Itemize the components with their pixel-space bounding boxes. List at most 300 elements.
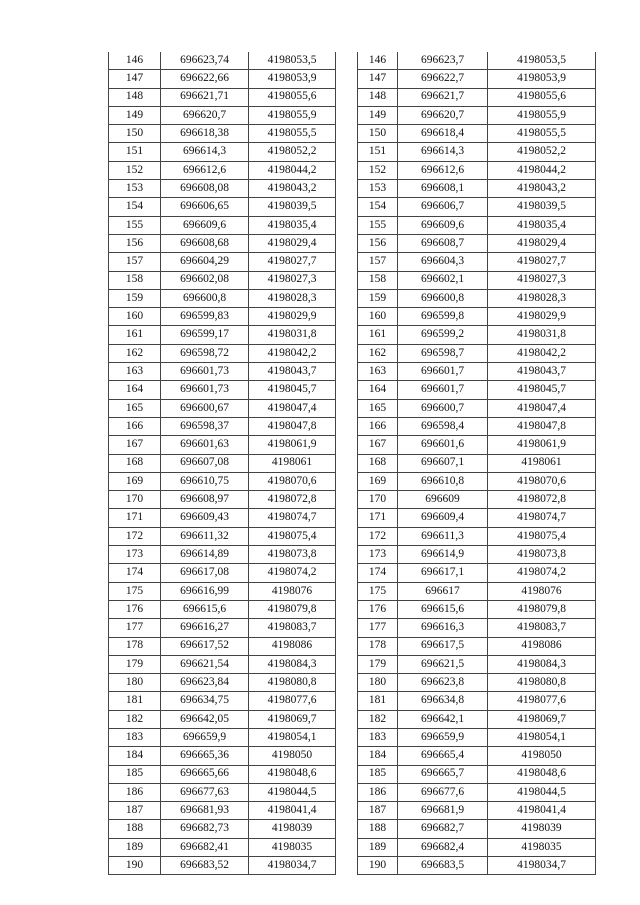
x-coordinate-cell: 696600,8 — [398, 289, 488, 307]
table-row — [358, 564, 596, 582]
x-coordinate-cell: 696623,8 — [398, 674, 488, 692]
table-row — [109, 253, 336, 271]
x-coordinate-cell: 696618,38 — [161, 125, 249, 143]
point-number-cell: 148 — [109, 88, 161, 106]
point-number-cell: 162 — [109, 344, 161, 362]
x-coordinate-cell: 696607,08 — [161, 454, 249, 472]
x-coordinate-cell: 696611,3 — [398, 527, 488, 545]
y-coordinate-cell: 4198034,7 — [488, 857, 596, 875]
table-row — [109, 363, 336, 381]
point-number-cell: 169 — [358, 472, 398, 490]
point-number-cell: 159 — [358, 289, 398, 307]
table-row — [109, 161, 336, 179]
y-coordinate-cell: 4198043,7 — [249, 363, 336, 381]
y-coordinate-cell: 4198027,7 — [488, 253, 596, 271]
table-row — [358, 417, 596, 435]
x-coordinate-cell: 696622,66 — [161, 70, 249, 88]
y-coordinate-cell: 4198053,9 — [488, 70, 596, 88]
y-coordinate-cell: 4198039 — [488, 820, 596, 838]
table-row — [109, 857, 336, 875]
table-row — [358, 710, 596, 728]
y-coordinate-cell: 4198083,7 — [488, 619, 596, 637]
y-coordinate-cell: 4198055,5 — [488, 125, 596, 143]
y-coordinate-cell: 4198039 — [249, 820, 336, 838]
table-row — [109, 747, 336, 765]
table-row — [358, 802, 596, 820]
x-coordinate-cell: 696634,8 — [398, 692, 488, 710]
point-number-cell: 174 — [358, 564, 398, 582]
x-coordinate-cell: 696621,5 — [398, 655, 488, 673]
table-row — [358, 106, 596, 124]
point-number-cell: 157 — [109, 253, 161, 271]
x-coordinate-cell: 696617,08 — [161, 564, 249, 582]
y-coordinate-cell: 4198047,4 — [488, 399, 596, 417]
y-coordinate-cell: 4198074,2 — [249, 564, 336, 582]
table-row — [109, 783, 336, 801]
x-coordinate-cell: 696618,4 — [398, 125, 488, 143]
y-coordinate-cell: 4198053,9 — [249, 70, 336, 88]
point-number-cell: 170 — [109, 491, 161, 509]
x-coordinate-cell: 696612,6 — [398, 161, 488, 179]
x-coordinate-cell: 696682,4 — [398, 838, 488, 856]
table-row — [358, 509, 596, 527]
x-coordinate-cell: 696599,17 — [161, 326, 249, 344]
y-coordinate-cell: 4198029,9 — [249, 308, 336, 326]
point-number-cell: 155 — [358, 216, 398, 234]
table-row — [109, 234, 336, 252]
table-row — [109, 710, 336, 728]
y-coordinate-cell: 4198045,7 — [488, 381, 596, 399]
point-number-cell: 180 — [109, 674, 161, 692]
table-row — [109, 216, 336, 234]
point-number-cell: 184 — [109, 747, 161, 765]
point-number-cell: 178 — [109, 637, 161, 655]
x-coordinate-cell: 696621,71 — [161, 88, 249, 106]
coordinates-table-left-body — [109, 52, 336, 875]
table-row — [109, 308, 336, 326]
y-coordinate-cell: 4198074,2 — [488, 564, 596, 582]
table-row — [109, 509, 336, 527]
y-coordinate-cell: 4198047,8 — [488, 417, 596, 435]
y-coordinate-cell: 4198055,6 — [488, 88, 596, 106]
table-row — [109, 399, 336, 417]
x-coordinate-cell: 696615,6 — [161, 600, 249, 618]
table-row — [109, 472, 336, 490]
y-coordinate-cell: 4198070,6 — [249, 472, 336, 490]
point-number-cell: 165 — [358, 399, 398, 417]
point-number-cell: 147 — [109, 70, 161, 88]
y-coordinate-cell: 4198061,9 — [249, 436, 336, 454]
point-number-cell: 166 — [358, 417, 398, 435]
y-coordinate-cell: 4198076 — [488, 582, 596, 600]
x-coordinate-cell: 696677,63 — [161, 783, 249, 801]
x-coordinate-cell: 696616,27 — [161, 619, 249, 637]
table-row — [109, 454, 336, 472]
table-row — [358, 125, 596, 143]
table-row — [109, 70, 336, 88]
x-coordinate-cell: 696601,63 — [161, 436, 249, 454]
x-coordinate-cell: 696616,3 — [398, 619, 488, 637]
x-coordinate-cell: 696623,74 — [161, 52, 249, 70]
x-coordinate-cell: 696677,6 — [398, 783, 488, 801]
table-row — [109, 125, 336, 143]
point-number-cell: 154 — [358, 198, 398, 216]
y-coordinate-cell: 4198080,8 — [488, 674, 596, 692]
y-coordinate-cell: 4198055,6 — [249, 88, 336, 106]
point-number-cell: 173 — [358, 546, 398, 564]
table-row — [358, 820, 596, 838]
y-coordinate-cell: 4198061 — [249, 454, 336, 472]
y-coordinate-cell: 4198075,4 — [249, 527, 336, 545]
x-coordinate-cell: 696598,4 — [398, 417, 488, 435]
point-number-cell: 176 — [358, 600, 398, 618]
point-number-cell: 190 — [358, 857, 398, 875]
point-number-cell: 146 — [109, 52, 161, 70]
x-coordinate-cell: 696608,97 — [161, 491, 249, 509]
y-coordinate-cell: 4198045,7 — [249, 381, 336, 399]
table-row — [358, 52, 596, 70]
point-number-cell: 180 — [358, 674, 398, 692]
x-coordinate-cell: 696607,1 — [398, 454, 488, 472]
point-number-cell: 154 — [109, 198, 161, 216]
x-coordinate-cell: 696621,54 — [161, 655, 249, 673]
table-row — [358, 728, 596, 746]
table-row — [358, 289, 596, 307]
x-coordinate-cell: 696609,43 — [161, 509, 249, 527]
point-number-cell: 156 — [358, 234, 398, 252]
x-coordinate-cell: 696606,7 — [398, 198, 488, 216]
table-row — [109, 491, 336, 509]
point-number-cell: 164 — [358, 381, 398, 399]
y-coordinate-cell: 4198086 — [249, 637, 336, 655]
y-coordinate-cell: 4198052,2 — [488, 143, 596, 161]
point-number-cell: 183 — [109, 728, 161, 746]
y-coordinate-cell: 4198031,8 — [488, 326, 596, 344]
point-number-cell: 165 — [109, 399, 161, 417]
x-coordinate-cell: 696609,4 — [398, 509, 488, 527]
table-row — [109, 546, 336, 564]
table-row — [109, 655, 336, 673]
point-number-cell: 176 — [109, 600, 161, 618]
y-coordinate-cell: 4198084,3 — [488, 655, 596, 673]
point-number-cell: 175 — [358, 582, 398, 600]
point-number-cell: 152 — [358, 161, 398, 179]
y-coordinate-cell: 4198043,2 — [488, 180, 596, 198]
x-coordinate-cell: 696609,6 — [161, 216, 249, 234]
point-number-cell: 188 — [109, 820, 161, 838]
point-number-cell: 155 — [109, 216, 161, 234]
table-row — [109, 271, 336, 289]
y-coordinate-cell: 4198044,5 — [488, 783, 596, 801]
x-coordinate-cell: 696604,3 — [398, 253, 488, 271]
point-number-cell: 149 — [109, 106, 161, 124]
table-row — [358, 491, 596, 509]
table-row — [109, 436, 336, 454]
point-number-cell: 153 — [109, 180, 161, 198]
table-row — [358, 88, 596, 106]
point-number-cell: 170 — [358, 491, 398, 509]
table-row — [358, 637, 596, 655]
x-coordinate-cell: 696617,5 — [398, 637, 488, 655]
x-coordinate-cell: 696642,1 — [398, 710, 488, 728]
y-coordinate-cell: 4198084,3 — [249, 655, 336, 673]
table-row — [109, 198, 336, 216]
point-number-cell: 151 — [109, 143, 161, 161]
y-coordinate-cell: 4198041,4 — [488, 802, 596, 820]
y-coordinate-cell: 4198070,6 — [488, 472, 596, 490]
x-coordinate-cell: 696601,73 — [161, 363, 249, 381]
x-coordinate-cell: 696599,2 — [398, 326, 488, 344]
x-coordinate-cell: 696614,9 — [398, 546, 488, 564]
point-number-cell: 187 — [358, 802, 398, 820]
table-row — [358, 747, 596, 765]
y-coordinate-cell: 4198035,4 — [249, 216, 336, 234]
point-number-cell: 187 — [109, 802, 161, 820]
y-coordinate-cell: 4198069,7 — [249, 710, 336, 728]
point-number-cell: 183 — [358, 728, 398, 746]
table-row — [358, 454, 596, 472]
y-coordinate-cell: 4198039,5 — [488, 198, 596, 216]
point-number-cell: 169 — [109, 472, 161, 490]
table-row — [109, 527, 336, 545]
y-coordinate-cell: 4198042,2 — [249, 344, 336, 362]
x-coordinate-cell: 696604,29 — [161, 253, 249, 271]
y-coordinate-cell: 4198079,8 — [249, 600, 336, 618]
table-row — [109, 619, 336, 637]
x-coordinate-cell: 696600,8 — [161, 289, 249, 307]
x-coordinate-cell: 696606,65 — [161, 198, 249, 216]
table-row — [109, 52, 336, 70]
table-row — [358, 399, 596, 417]
table-row — [358, 838, 596, 856]
table-row — [358, 546, 596, 564]
table-row — [358, 655, 596, 673]
x-coordinate-cell: 696601,6 — [398, 436, 488, 454]
point-number-cell: 147 — [358, 70, 398, 88]
table-row — [358, 253, 596, 271]
y-coordinate-cell: 4198031,8 — [249, 326, 336, 344]
y-coordinate-cell: 4198054,1 — [488, 728, 596, 746]
x-coordinate-cell: 696608,7 — [398, 234, 488, 252]
table-row — [358, 198, 596, 216]
coordinates-table-right-body — [358, 52, 596, 875]
table-row — [109, 674, 336, 692]
x-coordinate-cell: 696620,7 — [398, 106, 488, 124]
y-coordinate-cell: 4198053,5 — [249, 52, 336, 70]
point-number-cell: 156 — [109, 234, 161, 252]
y-coordinate-cell: 4198074,7 — [488, 509, 596, 527]
x-coordinate-cell: 696602,1 — [398, 271, 488, 289]
y-coordinate-cell: 4198069,7 — [488, 710, 596, 728]
point-number-cell: 189 — [358, 838, 398, 856]
x-coordinate-cell: 696601,7 — [398, 381, 488, 399]
table-row — [358, 857, 596, 875]
coordinates-table-left — [108, 52, 336, 875]
y-coordinate-cell: 4198028,3 — [249, 289, 336, 307]
y-coordinate-cell: 4198086 — [488, 637, 596, 655]
x-coordinate-cell: 696601,73 — [161, 381, 249, 399]
y-coordinate-cell: 4198043,2 — [249, 180, 336, 198]
x-coordinate-cell: 696609,6 — [398, 216, 488, 234]
point-number-cell: 158 — [358, 271, 398, 289]
x-coordinate-cell: 696682,73 — [161, 820, 249, 838]
table-row — [109, 637, 336, 655]
y-coordinate-cell: 4198027,3 — [249, 271, 336, 289]
y-coordinate-cell: 4198083,7 — [249, 619, 336, 637]
point-number-cell: 162 — [358, 344, 398, 362]
y-coordinate-cell: 4198074,7 — [249, 509, 336, 527]
coordinates-table-right — [357, 52, 596, 875]
point-number-cell: 168 — [109, 454, 161, 472]
y-coordinate-cell: 4198041,4 — [249, 802, 336, 820]
x-coordinate-cell: 696665,36 — [161, 747, 249, 765]
y-coordinate-cell: 4198047,8 — [249, 417, 336, 435]
point-number-cell: 151 — [358, 143, 398, 161]
y-coordinate-cell: 4198072,8 — [249, 491, 336, 509]
point-number-cell: 146 — [358, 52, 398, 70]
point-number-cell: 153 — [358, 180, 398, 198]
point-number-cell: 177 — [358, 619, 398, 637]
x-coordinate-cell: 696623,7 — [398, 52, 488, 70]
table-row — [109, 600, 336, 618]
table-row — [109, 838, 336, 856]
y-coordinate-cell: 4198044,2 — [249, 161, 336, 179]
y-coordinate-cell: 4198055,9 — [249, 106, 336, 124]
table-row — [109, 88, 336, 106]
table-row — [358, 70, 596, 88]
point-number-cell: 157 — [358, 253, 398, 271]
x-coordinate-cell: 696610,8 — [398, 472, 488, 490]
table-row — [358, 527, 596, 545]
table-row — [358, 783, 596, 801]
y-coordinate-cell: 4198048,6 — [249, 765, 336, 783]
y-coordinate-cell: 4198050 — [249, 747, 336, 765]
point-number-cell: 150 — [109, 125, 161, 143]
table-row — [109, 417, 336, 435]
x-coordinate-cell: 696682,41 — [161, 838, 249, 856]
table-row — [109, 802, 336, 820]
x-coordinate-cell: 696617 — [398, 582, 488, 600]
table-row — [358, 619, 596, 637]
x-coordinate-cell: 696599,8 — [398, 308, 488, 326]
point-number-cell: 171 — [358, 509, 398, 527]
x-coordinate-cell: 696614,89 — [161, 546, 249, 564]
x-coordinate-cell: 696608,68 — [161, 234, 249, 252]
table-row — [358, 692, 596, 710]
y-coordinate-cell: 4198076 — [249, 582, 336, 600]
y-coordinate-cell: 4198035 — [488, 838, 596, 856]
x-coordinate-cell: 696599,83 — [161, 308, 249, 326]
table-row — [358, 363, 596, 381]
point-number-cell: 182 — [109, 710, 161, 728]
point-number-cell: 152 — [109, 161, 161, 179]
x-coordinate-cell: 696681,9 — [398, 802, 488, 820]
point-number-cell: 163 — [358, 363, 398, 381]
table-row — [358, 216, 596, 234]
point-number-cell: 161 — [358, 326, 398, 344]
point-number-cell: 166 — [109, 417, 161, 435]
y-coordinate-cell: 4198053,5 — [488, 52, 596, 70]
x-coordinate-cell: 696608,1 — [398, 180, 488, 198]
y-coordinate-cell: 4198047,4 — [249, 399, 336, 417]
point-number-cell: 172 — [109, 527, 161, 545]
x-coordinate-cell: 696683,52 — [161, 857, 249, 875]
table-row — [358, 326, 596, 344]
x-coordinate-cell: 696612,6 — [161, 161, 249, 179]
point-number-cell: 174 — [109, 564, 161, 582]
y-coordinate-cell: 4198077,6 — [249, 692, 336, 710]
x-coordinate-cell: 696642,05 — [161, 710, 249, 728]
point-number-cell: 175 — [109, 582, 161, 600]
y-coordinate-cell: 4198035 — [249, 838, 336, 856]
point-number-cell: 168 — [358, 454, 398, 472]
y-coordinate-cell: 4198072,8 — [488, 491, 596, 509]
y-coordinate-cell: 4198073,8 — [249, 546, 336, 564]
point-number-cell: 178 — [358, 637, 398, 655]
x-coordinate-cell: 696600,7 — [398, 399, 488, 417]
point-number-cell: 164 — [109, 381, 161, 399]
x-coordinate-cell: 696598,37 — [161, 417, 249, 435]
x-coordinate-cell: 696614,3 — [398, 143, 488, 161]
point-number-cell: 189 — [109, 838, 161, 856]
x-coordinate-cell: 696601,7 — [398, 363, 488, 381]
x-coordinate-cell: 696683,5 — [398, 857, 488, 875]
y-coordinate-cell: 4198027,7 — [249, 253, 336, 271]
point-number-cell: 149 — [358, 106, 398, 124]
y-coordinate-cell: 4198075,4 — [488, 527, 596, 545]
y-coordinate-cell: 4198061,9 — [488, 436, 596, 454]
y-coordinate-cell: 4198077,6 — [488, 692, 596, 710]
x-coordinate-cell: 696611,32 — [161, 527, 249, 545]
table-row — [358, 143, 596, 161]
point-number-cell: 190 — [109, 857, 161, 875]
table-row — [109, 381, 336, 399]
table-row — [358, 582, 596, 600]
point-number-cell: 172 — [358, 527, 398, 545]
x-coordinate-cell: 696659,9 — [398, 728, 488, 746]
point-number-cell: 159 — [109, 289, 161, 307]
x-coordinate-cell: 696598,72 — [161, 344, 249, 362]
y-coordinate-cell: 4198027,3 — [488, 271, 596, 289]
table-row — [109, 289, 336, 307]
point-number-cell: 150 — [358, 125, 398, 143]
point-number-cell: 182 — [358, 710, 398, 728]
table-row — [358, 381, 596, 399]
x-coordinate-cell: 696617,1 — [398, 564, 488, 582]
x-coordinate-cell: 696665,4 — [398, 747, 488, 765]
point-number-cell: 148 — [358, 88, 398, 106]
table-row — [109, 820, 336, 838]
table-row — [358, 436, 596, 454]
point-number-cell: 179 — [109, 655, 161, 673]
x-coordinate-cell: 696608,08 — [161, 180, 249, 198]
point-number-cell: 186 — [109, 783, 161, 801]
y-coordinate-cell: 4198029,4 — [488, 234, 596, 252]
table-row — [109, 143, 336, 161]
y-coordinate-cell: 4198048,6 — [488, 765, 596, 783]
y-coordinate-cell: 4198061 — [488, 454, 596, 472]
y-coordinate-cell: 4198029,4 — [249, 234, 336, 252]
table-row — [358, 765, 596, 783]
y-coordinate-cell: 4198079,8 — [488, 600, 596, 618]
table-row — [358, 472, 596, 490]
point-number-cell: 188 — [358, 820, 398, 838]
table-row — [109, 564, 336, 582]
table-row — [358, 180, 596, 198]
table-row — [109, 326, 336, 344]
x-coordinate-cell: 696634,75 — [161, 692, 249, 710]
point-number-cell: 163 — [109, 363, 161, 381]
